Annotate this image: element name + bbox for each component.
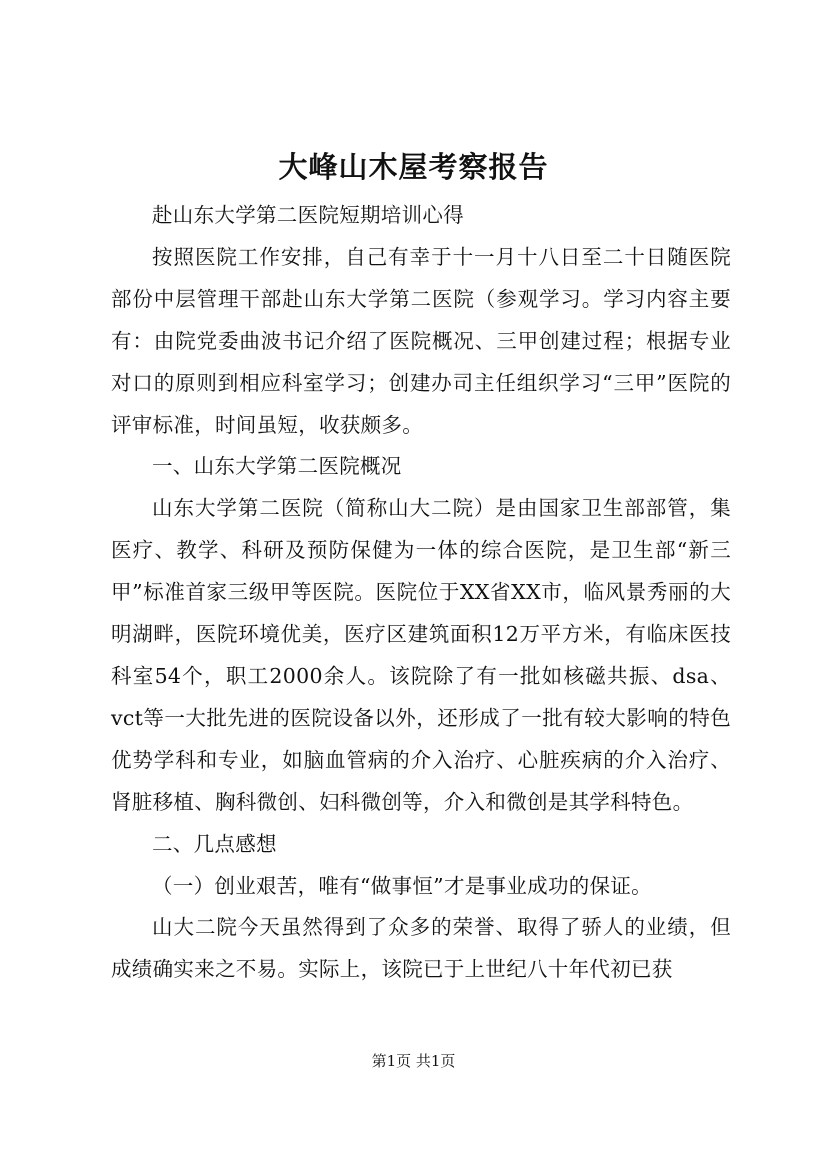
subtitle-paragraph: 赴山东大学第二医院短期培训心得 — [152, 203, 464, 227]
page-number-footer: 第1页 共1页 — [371, 1052, 456, 1070]
document-title: 大峰山木屋考察报告 — [278, 150, 549, 184]
document-body — [111, 195, 731, 991]
subsection-heading-1: （一）创业艰苦，唯有“做事恒”才是事业成功的保证。 — [152, 873, 652, 898]
thoughts-paragraph: 山大二院今天虽然得到了众多的荣誉、取得了骄人的业绩，但成绩确实来之不易。实际上，该院已于上世纪八十年代初已获 — [111, 915, 731, 982]
section-heading-thoughts: 二、几点感想 — [152, 831, 277, 856]
section-heading-overview: 一、山东大学第二医院概况 — [152, 454, 402, 479]
overview-paragraph: 山东大学第二医院（简称山大二院）是由国家卫生部部管，集医疗、教学、科研及预防保健为一体的综合医院，是卫生部“新三甲”标准首家三级甲等医院。医院位于XX省XX市，临风景秀丽的大明湖畔，医院环境优美，医疗区建筑面积12万平方米，有临床医技科室54个，职工2000余人。该院除了有一批如核磁共振、dsa、vct等一大批先进的医院设备以外，还形成了一批有较大影响的特色优势学科和专业，如脑血管病的介入治疗、心脏疾病的介入治疗、肾脏移植、胸科微创、妇科微创等，介入和微创是其学科特色。 — [111, 496, 731, 814]
intro-paragraph: 按照医院工作安排，自己有幸于十一月十八日至二十日随医院部份中层管理干部赴山东大学第二医院（参观学习。学习内容主要有：由院党委曲波书记介绍了医院概况、三甲创建过程；根据专业对口的原则到相应科室学习；创建办司主任组织学习“三甲”医院的评审标准，时间虽短，收获颇多。 — [111, 244, 731, 437]
